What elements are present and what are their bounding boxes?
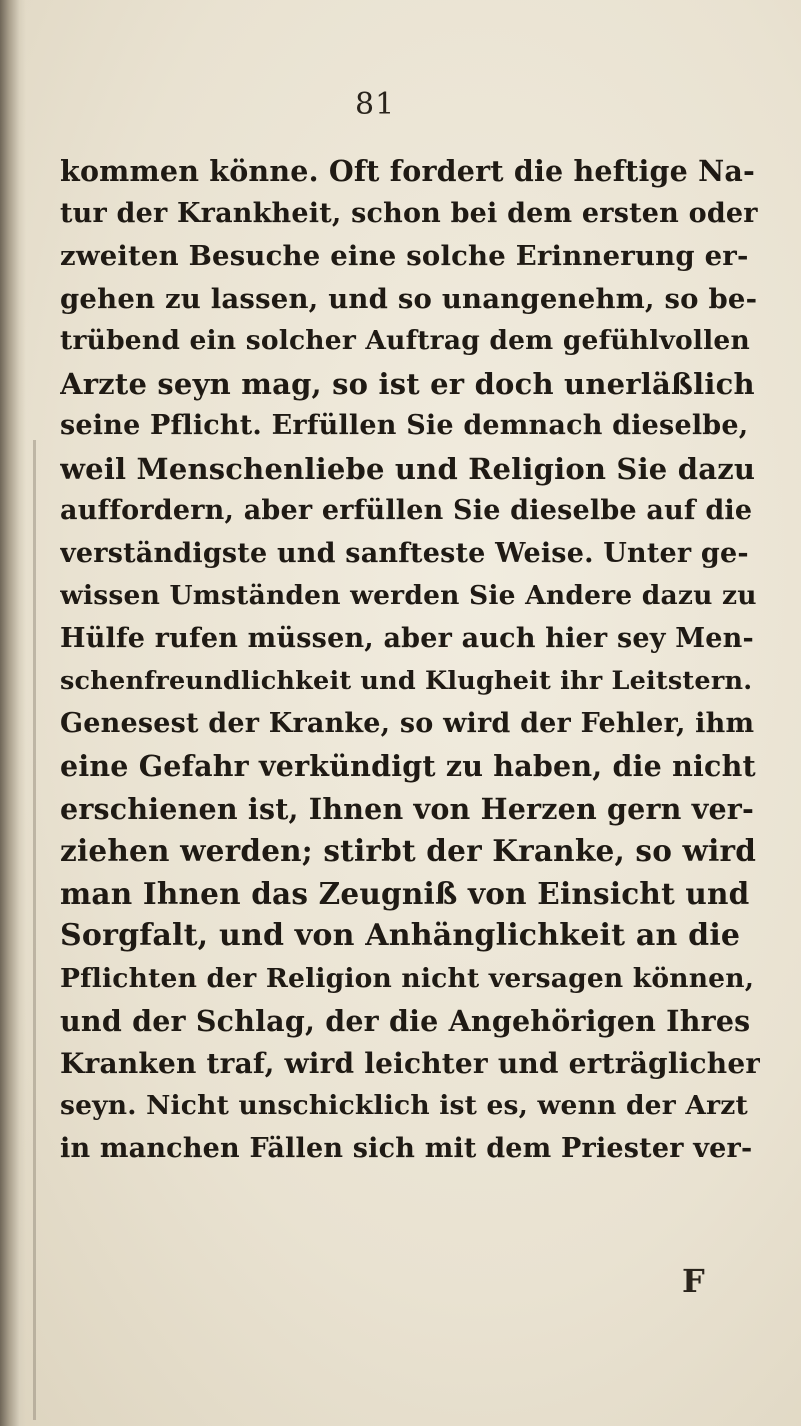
text-line: in manchen Fällen sich mit dem Priester ver- [60,1132,753,1164]
text-line: seyn. Nicht unschicklich ist es, wenn der Arzt [60,1090,748,1121]
page-number: 81 [355,87,396,122]
text-line: Kranken traf, wird leichter und erträglicher [60,1046,760,1080]
text-line: kommen könne. Oft fordert die heftige Na- [60,154,756,188]
text-line: schenfreundlichkeit und Klugheit ihr Leitstern. [60,666,753,696]
signature-mark: F [682,1262,705,1300]
text-line: eine Gefahr verkündigt zu haben, die nicht [60,749,756,783]
body-text [60,150,760,1170]
text-line: tur der Krankheit, schon bei dem ersten oder [60,197,758,229]
text-line: und der Schlag, der die Angehörigen Ihres [60,1004,751,1038]
binding-shadow-line [33,440,36,1420]
text-line: man Ihnen das Zeugniß von Einsicht und [60,875,750,911]
text-line: weil Menschenliebe und Religion Sie dazu [60,451,756,486]
text-line: seine Pflicht. Erfüllen Sie demnach dieselbe, [60,410,749,441]
text-line: verständigste und sanfteste Weise. Unter ge- [60,537,749,569]
text-line: Sorgfalt, und von Anhänglichkeit an die [60,918,741,953]
text-line: wissen Umständen werden Sie Andere dazu zu [60,580,757,611]
text-line: Hülfe rufen müssen, aber auch hier sey Men- [60,622,754,654]
text-line: Pflichten der Religion nicht versagen können, [60,962,755,994]
text-line: Arzte seyn mag, so ist er doch unerläßlich [60,366,755,401]
text-line: erschienen ist, Ihnen von Herzen gern ver- [60,791,755,826]
binding-edge [0,0,26,1426]
text-line: trübend ein solcher Auftrag dem gefühlvollen [60,325,750,356]
text-line: auffordern, aber erfüllen Sie dieselbe auf die [60,495,753,526]
text-line: ziehen werden; stirbt der Kranke, so wird [60,833,757,868]
text-line: Genesest der Kranke, so wird der Fehler, ihm [60,707,755,739]
text-line: zweiten Besuche eine solche Erinnerung er- [60,240,749,272]
text-line: gehen zu lassen, und so unangenehm, so be- [60,282,758,315]
